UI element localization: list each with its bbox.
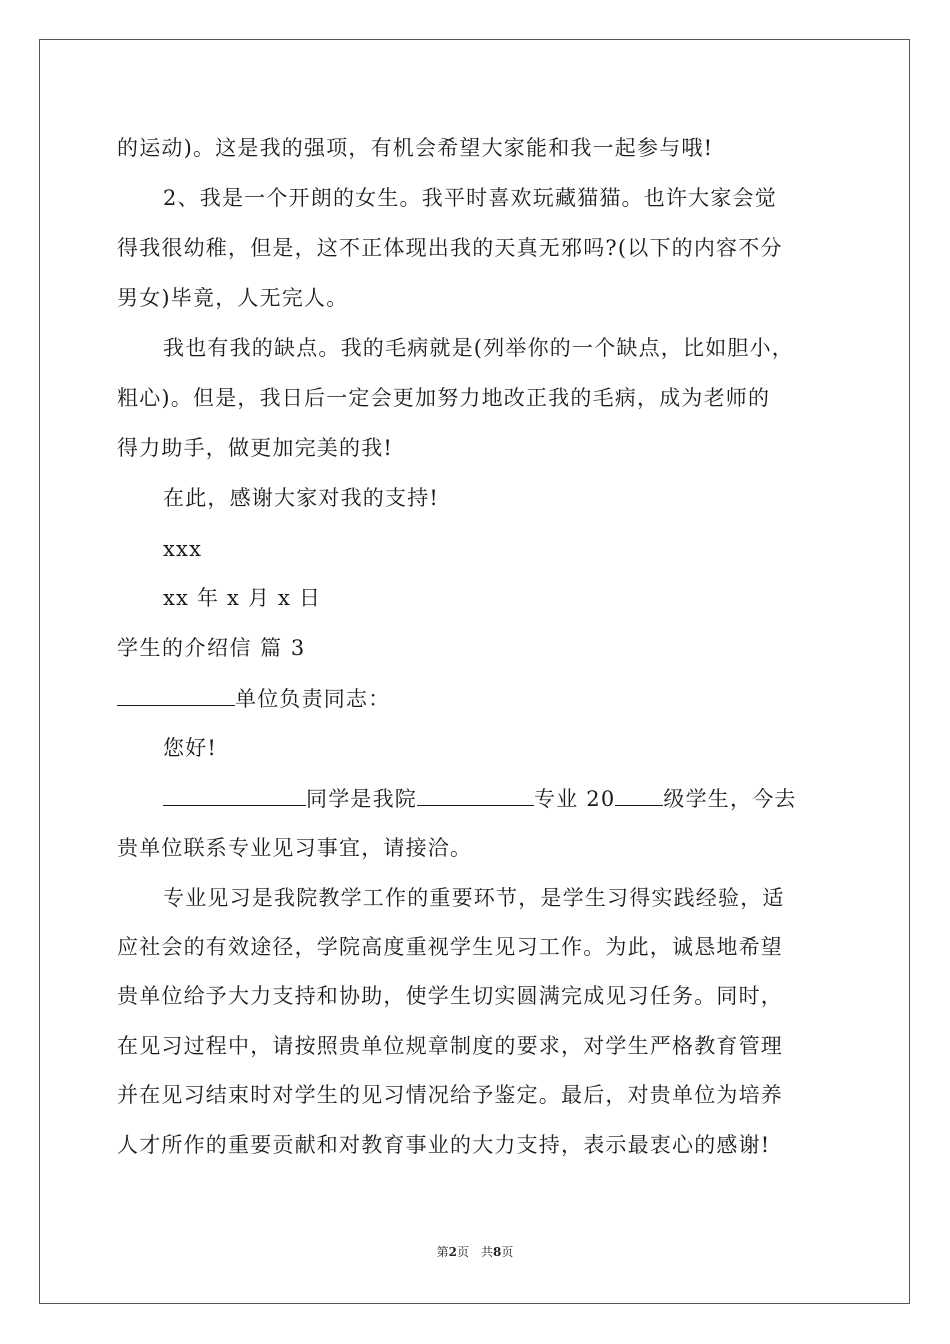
blank-year — [615, 783, 663, 806]
paragraph-line: 男女)毕竟，人无完人。 — [117, 286, 349, 310]
section-heading: 学生的介绍信 篇 3 — [117, 636, 306, 660]
recipient-line — [117, 683, 390, 714]
intro-line — [163, 783, 797, 814]
body-line: 专业见习是我院教学工作的重要环节，是学生习得实践经验，适 — [163, 886, 785, 910]
intro-text-2: 专业 20 — [534, 787, 616, 811]
signature-date: xx 年 x 月 x 日 — [163, 586, 322, 610]
body-line: 人才所作的重要贡献和对教育事业的大力支持，表示最衷心的感谢! — [117, 1133, 771, 1157]
body-line: 贵单位给予大力支持和协助，使学生切实圆满完成见习任务。同时， — [117, 984, 783, 1008]
intro-text-1: 同学是我院 — [306, 787, 417, 811]
footer-suffix: 页 — [501, 1245, 514, 1259]
footer-prefix: 第 — [436, 1245, 449, 1259]
body-line: 在见习过程中，请按照贵单位规章制度的要求，对学生严格教育管理 — [117, 1034, 783, 1058]
total-page-number: 8 — [493, 1245, 502, 1259]
paragraph-line: 得我很幼稚，但是，这不正体现出我的天真无邪吗?(以下的内容不分 — [117, 236, 783, 260]
page-border — [39, 39, 910, 1304]
paragraph-line: 的运动)。这是我的强项，有机会希望大家能和我一起参与哦! — [117, 136, 714, 160]
page-number-footer — [0, 1244, 950, 1260]
recipient-text: 单位负责同志： — [235, 687, 391, 711]
blank-student-name — [163, 783, 306, 806]
body-line: 应社会的有效途径，学院高度重视学生见习工作。为此，诚恳地希望 — [117, 935, 783, 959]
intro-text-3: 级学生，今去 — [663, 787, 797, 811]
signature-name: xxx — [163, 537, 203, 561]
footer-middle: 页 共 — [456, 1245, 493, 1259]
paragraph-line: 我也有我的缺点。我的毛病就是(列举你的一个缺点，比如胆小， — [163, 336, 794, 360]
blank-major — [417, 783, 534, 806]
paragraph-line: 粗心)。但是，我日后一定会更加努力地改正我的毛病，成为老师的 — [117, 386, 771, 410]
body-line: 并在见习结束时对学生的见习情况给予鉴定。最后，对贵单位为培养 — [117, 1083, 783, 1107]
intro-line-2: 贵单位联系专业见习事宜，请接洽。 — [117, 836, 473, 860]
blank-unit-name — [117, 683, 235, 706]
paragraph-line: 2、我是一个开朗的女生。我平时喜欢玩藏猫猫。也许大家会觉 — [163, 186, 777, 210]
greeting: 您好! — [163, 736, 218, 760]
thanks-line: 在此，感谢大家对我的支持! — [163, 486, 440, 510]
paragraph-line: 得力助手，做更加完美的我! — [117, 436, 394, 460]
current-page-number: 2 — [448, 1245, 457, 1259]
